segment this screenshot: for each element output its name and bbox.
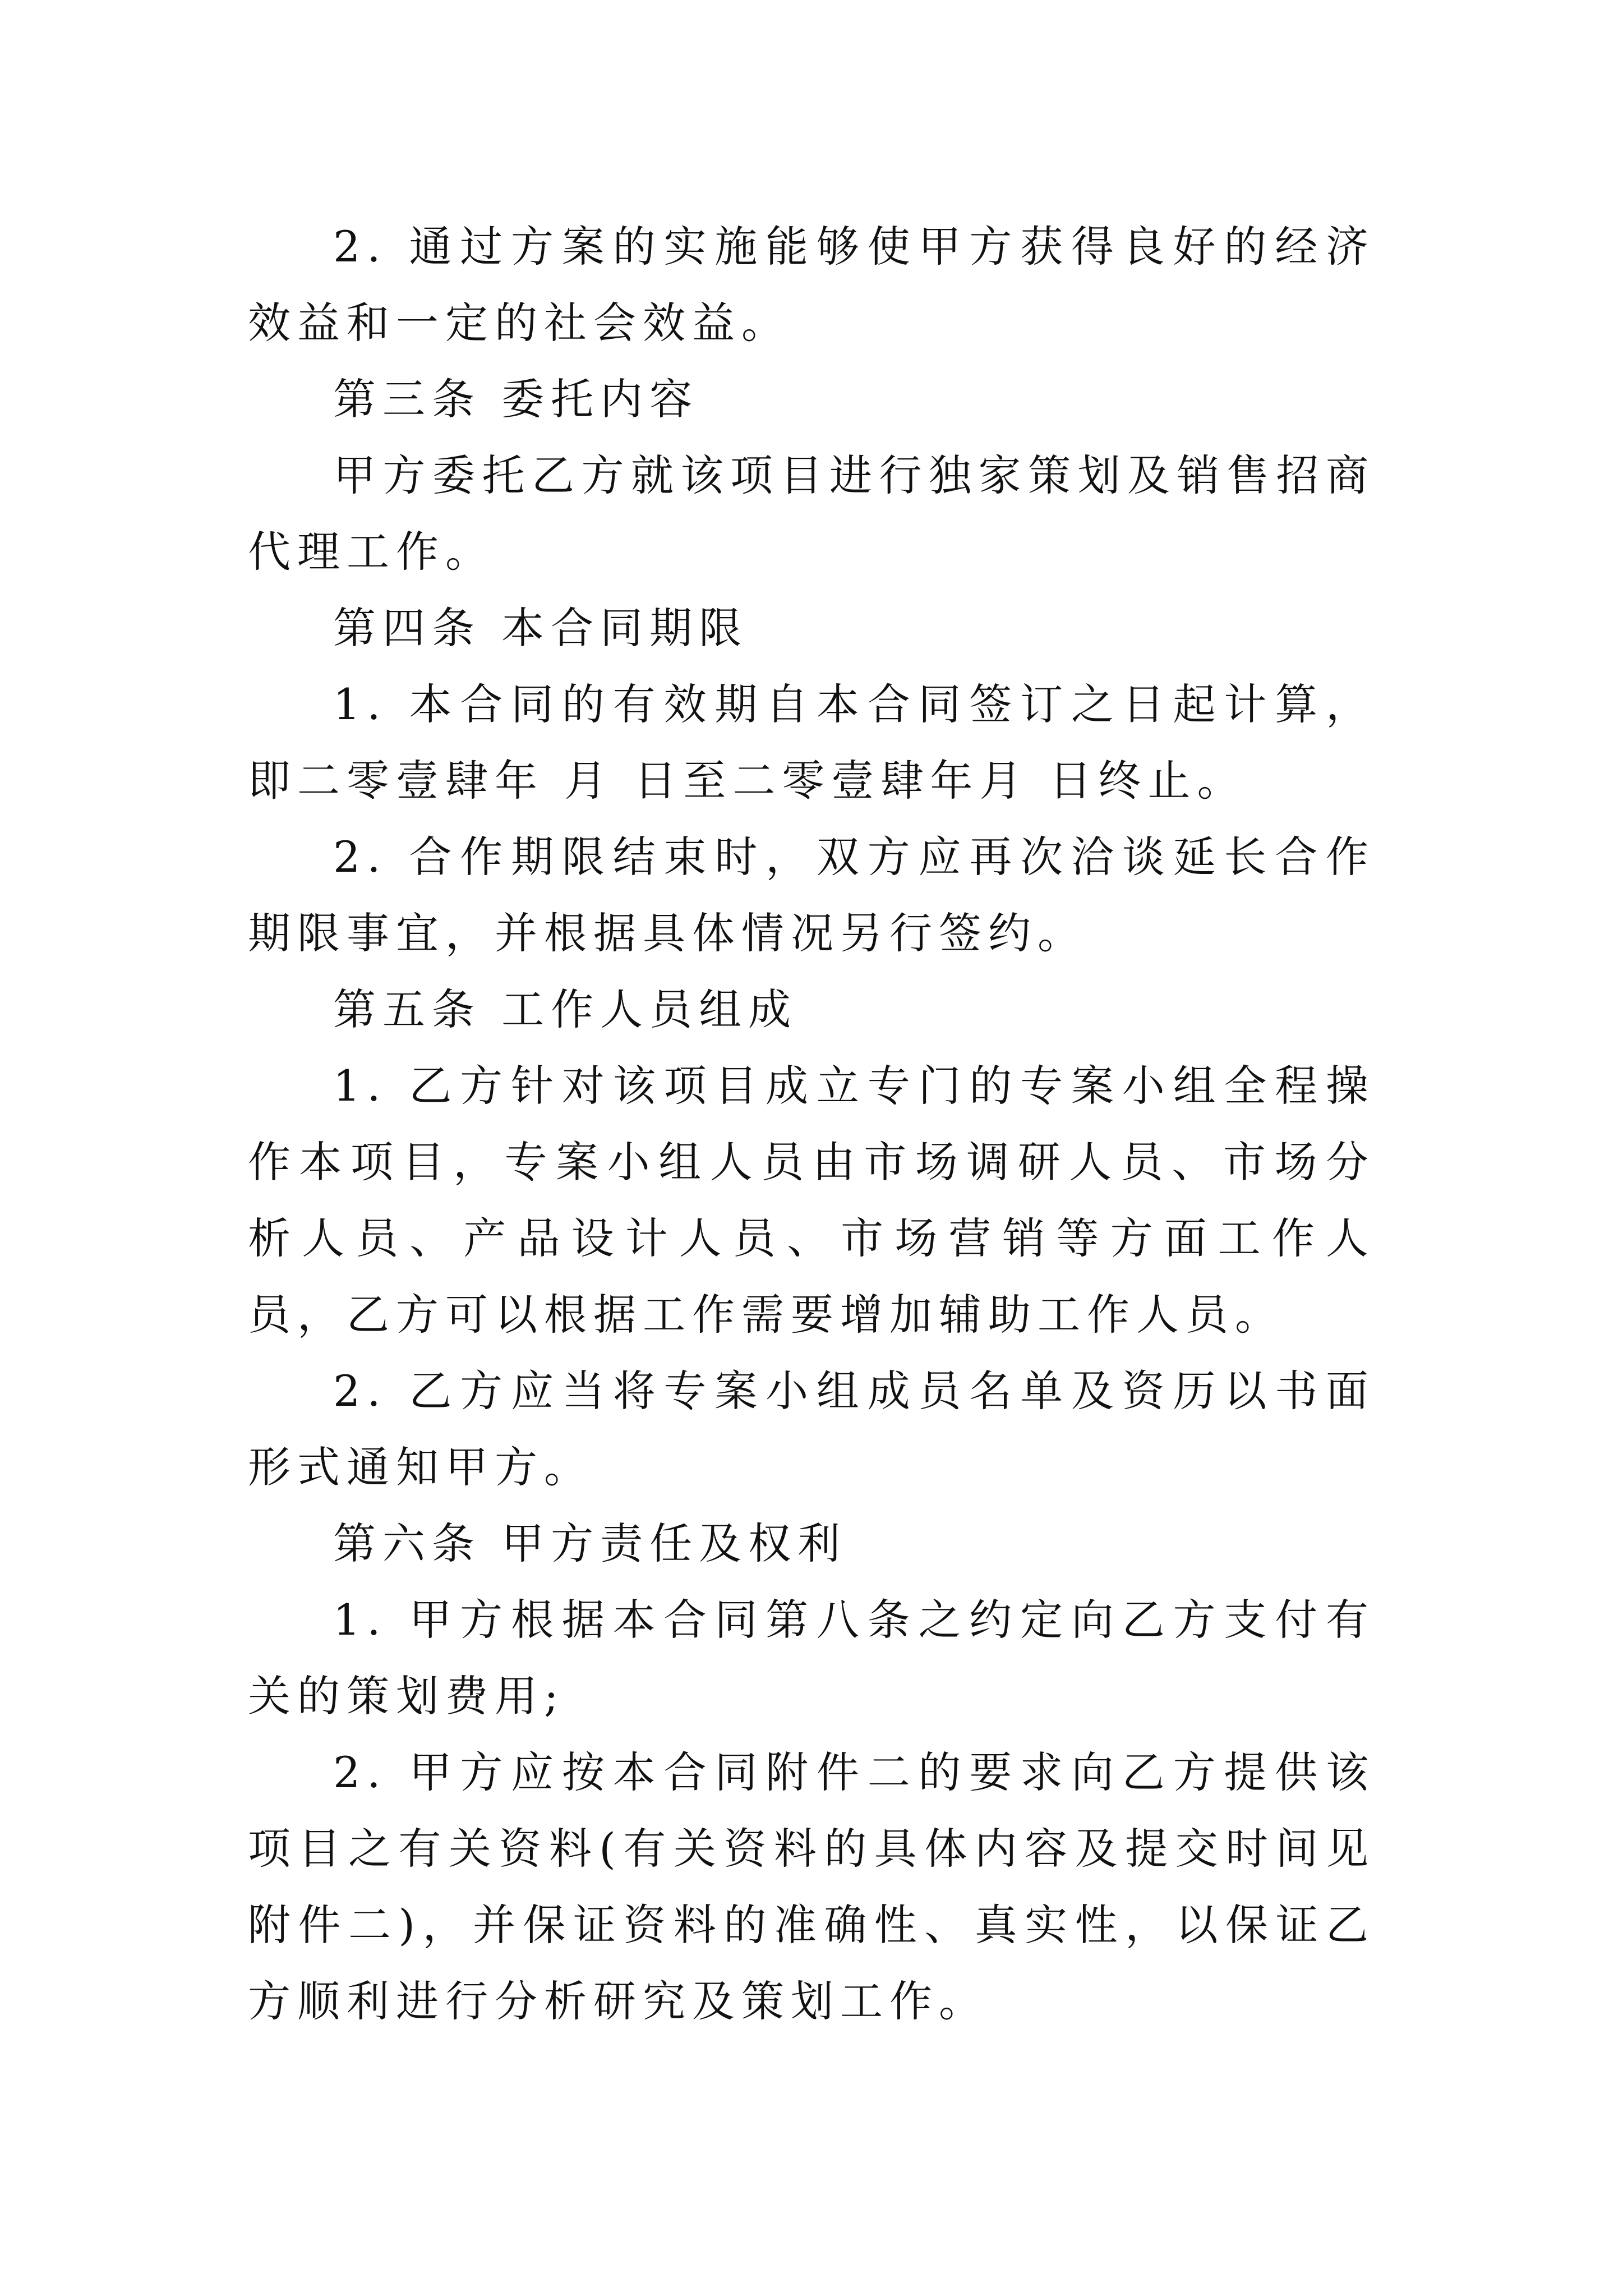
heading-article-6: 第六条 甲方责任及权利 <box>333 1519 847 1568</box>
paragraph-team-notice: 2. 乙方应当将专案小组成员名单及资历以书面形式通知甲方。 <box>248 1366 1375 1492</box>
paragraph-project-team: 1. 乙方针对该项目成立专门的专案小组全程操作本项目，专案小组人员由市场调研人员、市场分析人员、产品设计人员、市场营销等方面工作人员，乙方可以根据工作需要增加辅助工作人员。 <box>248 1061 1375 1340</box>
paragraph-clause-2-benefits: 2. 通过方案的实施能够使甲方获得良好的经济效益和一定的社会效益。 <box>248 222 1375 348</box>
paragraph-party-a-fee: 1. 甲方根据本合同第八条之约定向乙方支付有关的策划费用; <box>248 1595 1375 1721</box>
paragraph-term-validity: 1. 本合同的有效期自本合同签订之日起计算，即二零壹肆年 月 日至二零壹肆年月 日终止。 <box>248 679 1375 806</box>
heading-article-5: 第五条 工作人员组成 <box>333 984 798 1034</box>
paragraph-entrust-content: 甲方委托乙方就该项目进行独家策划及销售招商代理工作。 <box>248 450 1375 577</box>
paragraph-party-a-materials: 2. 甲方应按本合同附件二的要求向乙方提供该项目之有关资料(有关资料的具体内容及提交时间见附件二)，并保证资料的准确性、真实性，以保证乙方顺利进行分析研究及策划工作。 <box>248 1747 1375 2026</box>
heading-article-4: 第四条 本合同期限 <box>333 603 749 653</box>
heading-article-3: 第三条 委托内容 <box>333 374 699 424</box>
paragraph-term-renewal: 2. 合作期限结束时，双方应再次洽谈延长合作期限事宜，并根据具体情况另行签约。 <box>248 832 1375 958</box>
document-page <box>248 209 1375 2040</box>
